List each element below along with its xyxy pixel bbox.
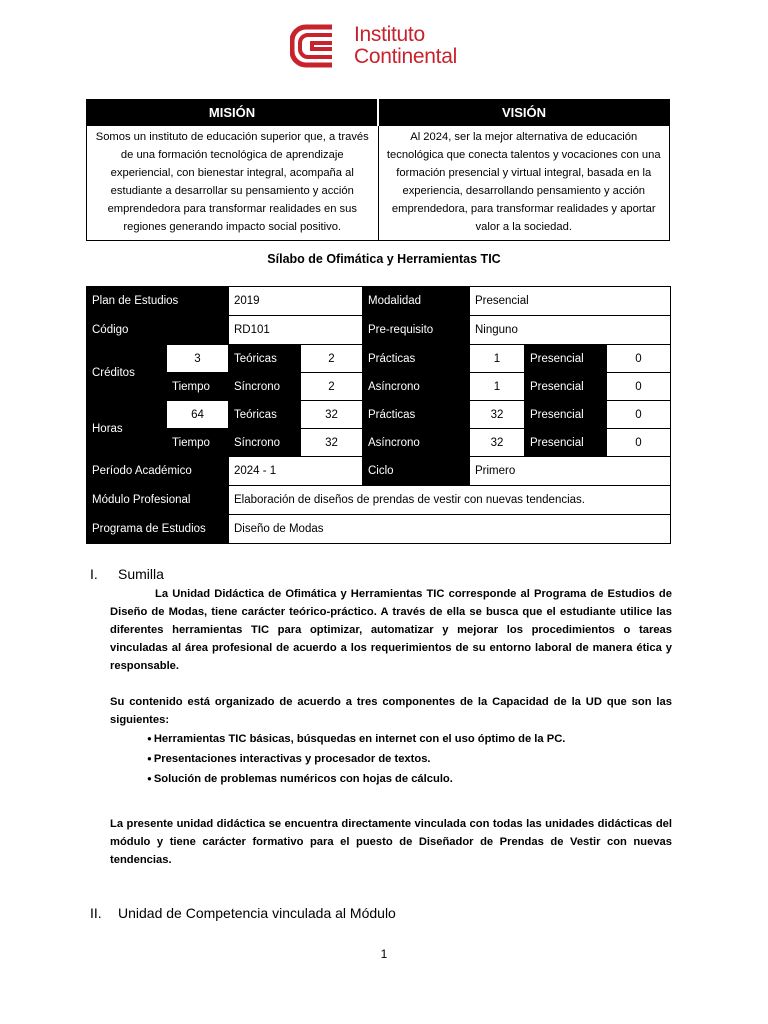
section-1-number: I. <box>90 566 98 582</box>
sumilla-paragraph-3: La presente unidad didáctica se encuentra directamente vinculada con todas las unidades didácticas del módulo y tiene carácter formativo para el puesto de Diseñador de Prendas de Vestir con nuevas tendencias. <box>110 818 672 866</box>
creditos-presencial-1: 0 <box>607 345 671 373</box>
creditos-teoricas-label: Teóricas <box>229 345 301 373</box>
modulo-label: Módulo Profesional <box>87 486 229 515</box>
plan-value: 2019 <box>229 287 363 316</box>
horas-asincrono-label: Asíncrono <box>363 429 470 457</box>
creditos-label: Créditos <box>87 345 167 401</box>
programa-value: Diseño de Modas <box>229 515 671 544</box>
programa-label: Programa de Estudios <box>87 515 229 544</box>
sumilla-bullet-list <box>147 729 565 789</box>
mission-vision-table <box>86 99 670 241</box>
horas-sincrono-label: Síncrono <box>229 429 301 457</box>
creditos-sincrono-label: Síncrono <box>229 373 301 401</box>
horas-tiempo-label: Tiempo <box>167 429 229 457</box>
course-info-table <box>86 286 671 544</box>
horas-practicas: 32 <box>470 401 525 429</box>
list-item: ● Solución de problemas numéricos con hojas de cálculo. <box>147 769 565 789</box>
section-2-title: Unidad de Competencia vinculada al Módulo <box>118 905 396 921</box>
list-item: ● Herramientas TIC básicas, búsquedas en internet con el uso óptimo de la PC. <box>147 729 565 749</box>
section-1-title: Sumilla <box>118 566 164 582</box>
horas-total: 64 <box>167 401 229 429</box>
codigo-label: Código <box>87 316 229 345</box>
syllabus-title: Sílabo de Ofimática y Herramientas TIC <box>267 252 501 266</box>
horas-presencial-1: 0 <box>607 401 671 429</box>
institute-logo <box>290 22 490 70</box>
horas-sincrono: 32 <box>301 429 363 457</box>
creditos-asincrono: 1 <box>470 373 525 401</box>
periodo-label: Período Académico <box>87 457 229 486</box>
creditos-teoricas: 2 <box>301 345 363 373</box>
logo-mark-icon <box>290 23 346 69</box>
periodo-value: 2024 - 1 <box>229 457 363 486</box>
creditos-total: 3 <box>167 345 229 373</box>
horas-asincrono: 32 <box>470 429 525 457</box>
creditos-practicas-label: Prácticas <box>363 345 470 373</box>
mission-header: MISIÓN <box>87 100 379 126</box>
sumilla-paragraph-1: La Unidad Didáctica de Ofimática y Herramientas TIC corresponde al Programa de Estudios de Diseño de Modas, tiene carácter teórico-práctico. A través de ella se busca que el estudiante utilice las diferentes herramientas TIC para optimizar, automatizar y mejorar los procedimientos o tareas vinculadas al área profesional de acuerdo a los requerimientos de su entorno laboral de manera ética y responsable. <box>110 588 672 672</box>
plan-label: Plan de Estudios <box>87 287 229 316</box>
ciclo-value: Primero <box>470 457 671 486</box>
vision-text: Al 2024, ser la mejor alternativa de educación tecnológica que conecta talentos y vocaciones con una formación presencial y virtual integral, basada en la experiencia, desarrollando pensamiento y acción emprendedora, para transformar realidades y aportar valor a la sociedad. <box>378 126 670 241</box>
section-2-number: II. <box>90 905 102 921</box>
creditos-practicas: 1 <box>470 345 525 373</box>
prereq-value: Ninguno <box>470 316 671 345</box>
mission-text: Somos un instituto de educación superior que, a través de una formación tecnológica de aprendizaje experiencial, con bienestar integral, acompaña al estudiante a desarrollar su pensamiento y acción emprendedora para transformar realidades en sus regiones generando impacto social positivo. <box>87 126 379 241</box>
creditos-presencial-label-1: Presencial <box>525 345 607 373</box>
modulo-value: Elaboración de diseños de prendas de vestir con nuevas tendencias. <box>229 486 671 515</box>
list-item: ● Presentaciones interactivas y procesador de textos. <box>147 749 565 769</box>
section-2-heading <box>90 905 396 921</box>
modalidad-value: Presencial <box>470 287 671 316</box>
section-1-heading <box>90 566 164 582</box>
prereq-label: Pre-requisito <box>363 316 470 345</box>
ciclo-label: Ciclo <box>363 457 470 486</box>
creditos-asincrono-label: Asíncrono <box>363 373 470 401</box>
codigo-value: RD101 <box>229 316 363 345</box>
horas-teoricas-label: Teóricas <box>229 401 301 429</box>
horas-label: Horas <box>87 401 167 457</box>
creditos-tiempo-label: Tiempo <box>167 373 229 401</box>
horas-presencial-2: 0 <box>607 429 671 457</box>
vision-header: VISIÓN <box>378 100 670 126</box>
page-number: 1 <box>380 947 388 961</box>
creditos-sincrono: 2 <box>301 373 363 401</box>
creditos-presencial-2: 0 <box>607 373 671 401</box>
horas-practicas-label: Prácticas <box>363 401 470 429</box>
logo-line-1: Instituto <box>354 23 425 46</box>
horas-presencial-label-2: Presencial <box>525 429 607 457</box>
horas-presencial-label-1: Presencial <box>525 401 607 429</box>
horas-teoricas: 32 <box>301 401 363 429</box>
sumilla-paragraph-2: Su contenido está organizado de acuerdo a tres componentes de la Capacidad de la UD que son las siguientes: <box>110 696 672 726</box>
creditos-presencial-label-2: Presencial <box>525 373 607 401</box>
modalidad-label: Modalidad <box>363 287 470 316</box>
logo-line-2: Continental <box>354 45 457 68</box>
logo-wordmark <box>354 24 457 68</box>
